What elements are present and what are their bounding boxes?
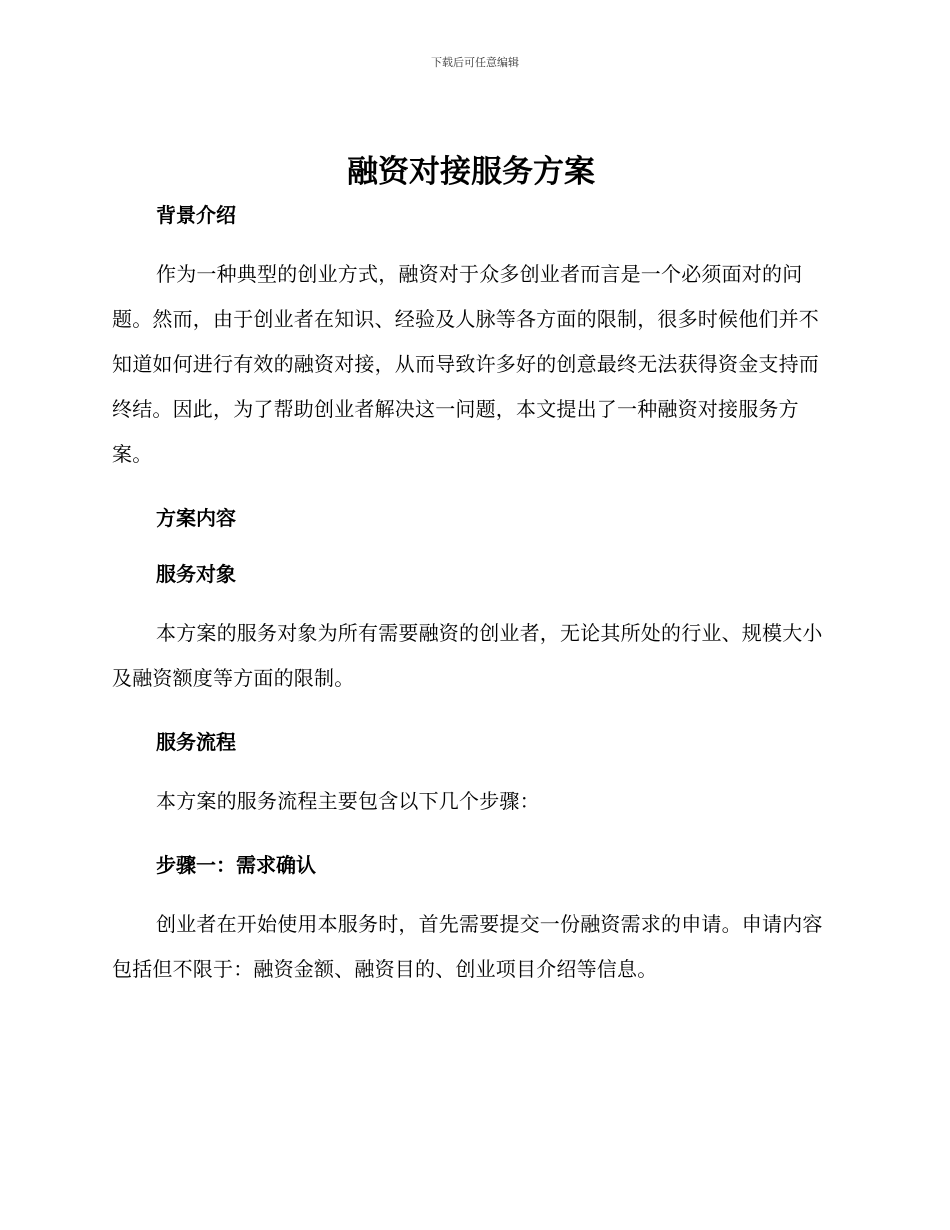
section-heading-plan: 方案内容 [156, 506, 236, 530]
document-title: 融资对接服务方案 [347, 154, 595, 190]
section-heading-process: 服务流程 [156, 730, 236, 754]
paragraph-background: 作为一种典型的创业方式，融资对于众多创业者而言是一个必须面对的问题。然而，由于创业者在知识、经验及人脉等各方面的限制，很多时候他们并不知道如何进行有效的融资对接，从而导致许多好的创意最终无法获得资金支持而终结。因此，为了帮助创业者解决这一问题，本文提出了一种融资对接服务方案。 [112, 262, 819, 466]
header-note: 下载后可任意编辑 [431, 56, 519, 69]
paragraph-step1: 创业者在开始使用本服务时，首先需要提交一份融资需求的申请。申请内容包括但不限于：融资金额、融资目的、创业项目介绍等信息。 [112, 912, 823, 981]
section-heading-step1: 步骤一：需求确认 [156, 853, 316, 877]
paragraph-process: 本方案的服务流程主要包含以下几个步骤： [156, 789, 540, 813]
document-body [112, 150, 830, 992]
section-heading-target: 服务对象 [156, 562, 236, 586]
section-heading-background: 背景介绍 [156, 203, 236, 227]
paragraph-target: 本方案的服务对象为所有需要融资的创业者，无论其所处的行业、规模大小及融资额度等方面的限制。 [112, 621, 823, 690]
